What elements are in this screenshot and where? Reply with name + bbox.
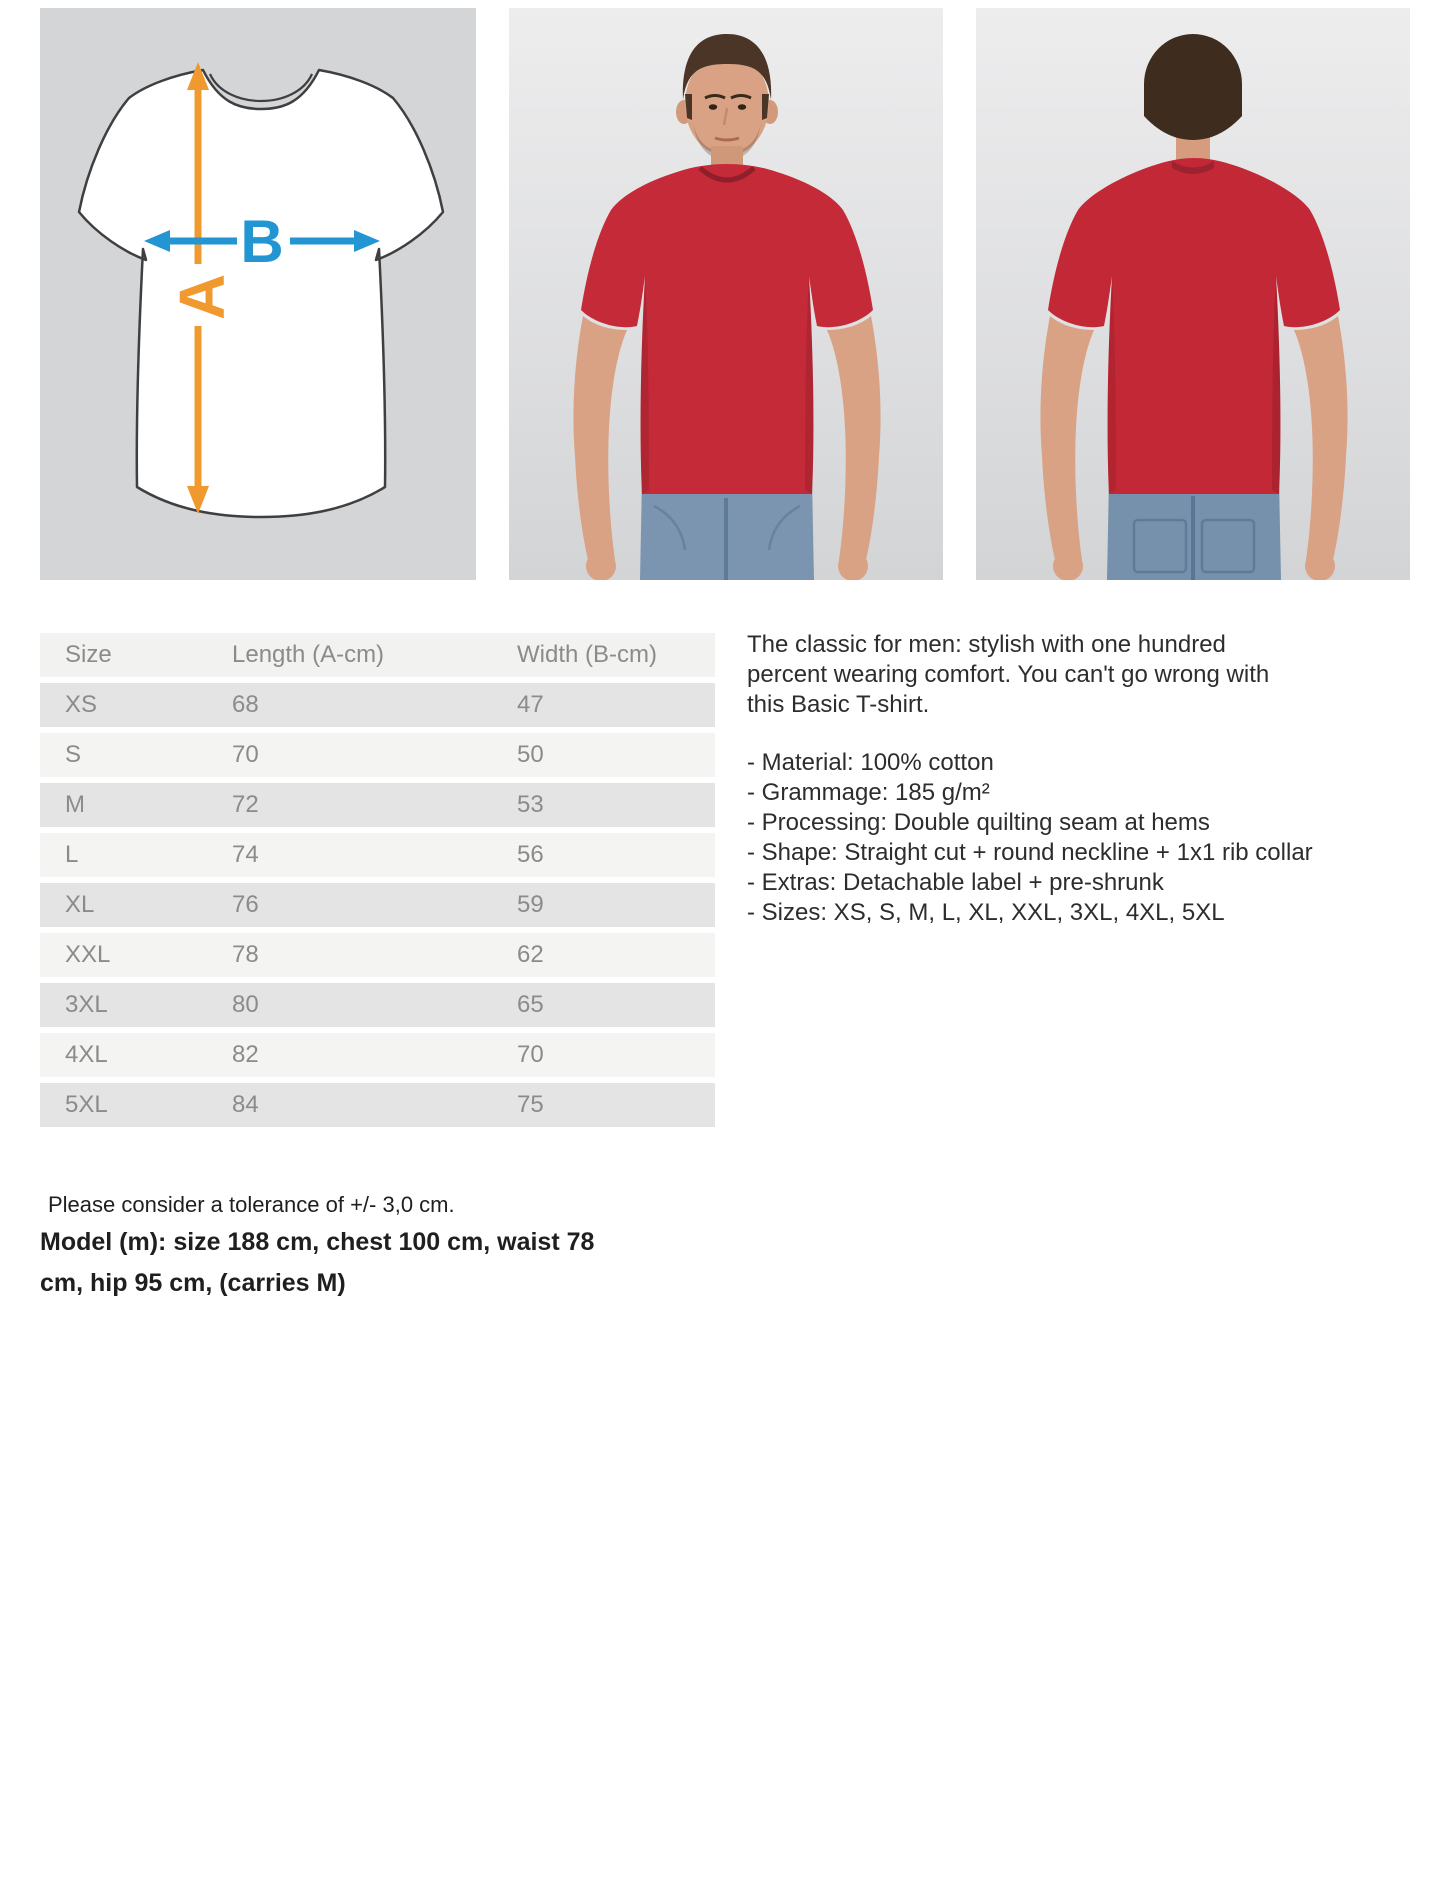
cell-length: 84 [232,1091,259,1118]
cell-length: 80 [232,991,259,1018]
table-row [40,1083,715,1127]
cell-size: L [65,841,79,868]
cell-width: 50 [517,741,544,768]
cell-width: 65 [517,991,544,1018]
table-row [40,683,715,727]
model-back-photo [976,8,1410,580]
size-table-header-row [40,633,715,677]
table-row [40,933,715,977]
column-header-size: Size [65,641,112,668]
size-table [40,633,715,1133]
column-header-length: Length (A-cm) [232,641,385,668]
cell-length: 72 [232,791,259,818]
model-measurements-note: Model (m): size 188 cm, chest 100 cm, waist 78 cm, hip 95 cm, (carries M) [40,1228,595,1297]
cell-size: XS [65,691,98,718]
cell-size: 3XL [65,991,108,1018]
description-bullet-sizes: - Sizes: XS, S, M, L, XL, XXL, 3XL, 4XL, 5XL [747,899,1225,926]
table-row [40,783,715,827]
cell-length: 70 [232,741,259,768]
cell-size: 4XL [65,1041,108,1068]
tolerance-note: Please consider a tolerance of +/- 3,0 cm. [48,1192,455,1217]
cell-length: 78 [232,941,259,968]
description-intro: The classic for men: stylish with one hundred percent wearing comfort. You can't go wrong with this Basic T-shirt. [747,631,1270,718]
cell-length: 74 [232,841,259,868]
table-row [40,983,715,1027]
cell-width: 56 [517,841,544,868]
cell-length: 82 [232,1041,259,1068]
description-bullet-material: - Material: 100% cotton [747,749,994,776]
cell-length: 76 [232,891,259,918]
cell-width: 70 [517,1041,544,1068]
label-b: B [240,208,284,275]
cell-width: 75 [517,1091,544,1118]
product-description [747,630,1415,928]
table-row [40,833,715,877]
column-header-width: Width (B-cm) [517,641,657,668]
cell-width: 47 [517,691,544,718]
label-a: A [166,273,238,320]
description-bullet-shape: - Shape: Straight cut + round neckline + 1x1 rib collar [747,839,1313,866]
cell-width: 53 [517,791,544,818]
size-diagram [40,8,476,580]
description-bullet-grammage: - Grammage: 185 g/m² [747,779,990,806]
cell-width: 62 [517,941,544,968]
cell-size: M [65,791,85,818]
cell-size: 5XL [65,1091,108,1118]
size-diagram-image [40,8,476,580]
table-row [40,733,715,777]
cell-size: XXL [65,941,111,968]
description-bullet-extras: - Extras: Detachable label + pre-shrunk [747,869,1164,896]
model-front-photo [509,8,943,580]
cell-size: S [65,741,82,768]
cell-length: 68 [232,691,259,718]
table-row [40,883,715,927]
description-bullet-processing: - Processing: Double quilting seam at hems [747,809,1210,836]
table-row [40,1033,715,1077]
cell-size: XL [65,891,95,918]
model-back-illustration [976,8,1410,580]
cell-width: 59 [517,891,544,918]
model-front-illustration [509,8,943,580]
